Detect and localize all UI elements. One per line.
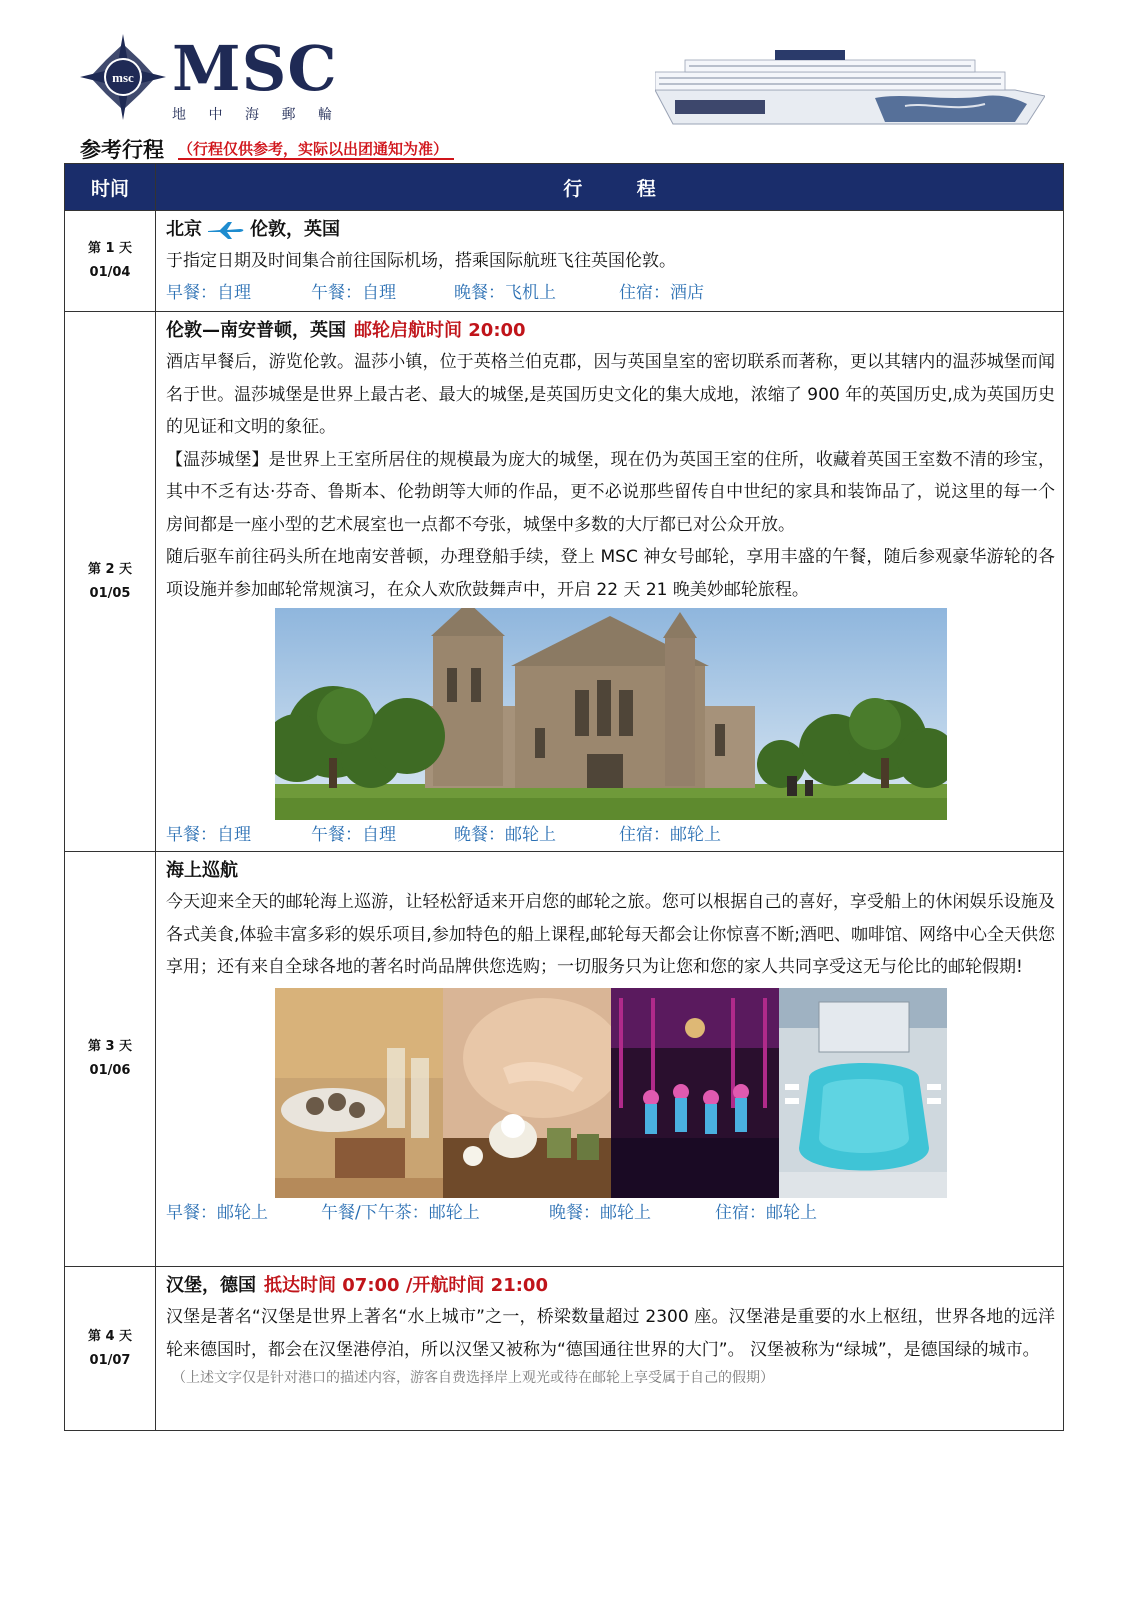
meal-lodging: 住宿：邮轮上 (715, 1202, 817, 1223)
meal-lunch: 午餐：自理 (311, 282, 396, 303)
col-time-header: 时间 (65, 164, 156, 210)
title-text: 伦敦—南安普顿，英国 (166, 320, 346, 341)
port-note: （上述文字仅是针对港口的描述内容，游客自费选择岸上观光或待在邮轮上享受属于自己的假期） (172, 1370, 774, 1386)
photo-container (166, 608, 1055, 820)
day-cell (65, 852, 156, 1266)
meal-dinner: 晚餐：飞机上 (454, 282, 556, 303)
brand-subtitle: 地 中 海 郵 輪 (172, 107, 332, 123)
title-text: 汉堡，德国 (166, 1275, 256, 1296)
title-to: 伦敦，英国 (250, 219, 340, 240)
day-label: 第 4 天 (87, 1328, 133, 1344)
dining-photo (275, 988, 443, 1198)
pool-deck-photo (779, 988, 947, 1198)
meal-lodging: 住宿：邮轮上 (619, 825, 721, 845)
col-route-header: 行 程 (563, 177, 680, 200)
meal-dinner: 晚餐：邮轮上 (454, 825, 556, 845)
meals-row (166, 1198, 1055, 1228)
day-title (166, 856, 1055, 886)
day-label: 第 2 天 (87, 561, 133, 577)
meal-breakfast: 早餐：自理 (166, 825, 251, 845)
day-paragraph: 【温莎城堡】是世界上王室所居住的规模最为庞大的城堡，现在仍为英国王室的住所，收藏着英国王室数不清的珍宝，其中不乏有达·芬奇、鲁斯本、伦勃朗等大师的作品，更不必说那些留传自中世纪的家具和装饰品了，说这里的每一个房间都是一座小型的艺术展室也一点都不夸张，城堡中多数的大厅都已对公众开放。 (166, 449, 1055, 535)
section-title: 参考行程 (80, 138, 164, 162)
day-label: 第 3 天 (87, 1039, 133, 1054)
photo-strip (166, 988, 1055, 1198)
day-cell (65, 211, 156, 311)
brand-name: MSC (172, 32, 338, 105)
emblem-text: msc (112, 70, 134, 85)
table-row-day-3 (65, 851, 1063, 1266)
compass-star-icon (80, 34, 166, 120)
spa-photo (443, 988, 611, 1198)
day-cell (65, 1267, 156, 1430)
table-row-day-2 (65, 311, 1063, 851)
table-row-day-1 (65, 210, 1063, 311)
day-title (166, 316, 1055, 346)
route-cell (156, 211, 1063, 311)
airplane-icon (206, 220, 246, 240)
day-date: 01/04 (89, 265, 131, 280)
table-header (65, 164, 1063, 210)
meal-lunch-tea: 午餐/下午茶：邮轮上 (321, 1202, 480, 1223)
day-paragraph: 随后驱车前往码头所在地南安普顿，办理登船手续，登上 MSC 神女号邮轮，享用丰盛的午餐，随后参观豪华游轮的各项设施并参加邮轮常规演习，在众人欢欣鼓舞声中，开启 22 天 21 晚美妙邮轮旅程。 (166, 547, 1055, 600)
route-cell (156, 852, 1063, 1266)
section-note: （行程仅供参考，实际以出团通知为准） (178, 140, 454, 160)
meals-row (166, 820, 1055, 850)
cathedral-photo (275, 608, 947, 820)
table-row-day-4 (65, 1266, 1063, 1430)
day-title (166, 215, 1055, 245)
day-paragraph: 酒店早餐后，游览伦敦。温莎小镇，位于英格兰伯克郡，因与英国皇室的密切联系而著称，更以其辖内的温莎城堡而闻名于世。温莎城堡是世界上最古老、最大的城堡,是英国历史文化的集大成地，浓缩了 900 年的英国历史,成为英国历史的见证和文明的象征。 (166, 352, 1055, 437)
day-date: 01/06 (89, 1063, 131, 1078)
title-from: 北京 (166, 219, 202, 240)
route-cell (156, 312, 1063, 851)
show-photo (611, 988, 779, 1198)
day-title (166, 1271, 1055, 1301)
meal-breakfast: 早餐：自理 (166, 282, 251, 303)
day-date: 01/07 (89, 1352, 131, 1368)
day-cell (65, 312, 156, 851)
cruise-ship-image (655, 46, 1045, 126)
sailing-time: 邮轮启航时间 20:00 (354, 320, 526, 341)
msc-logo (80, 34, 340, 126)
title-text: 海上巡航 (166, 860, 238, 881)
meal-dinner: 晚餐：邮轮上 (549, 1202, 651, 1223)
route-cell (156, 1267, 1063, 1430)
itinerary-table (64, 163, 1064, 1431)
meal-lodging: 住宿：酒店 (619, 282, 704, 303)
day-date: 01/05 (89, 585, 131, 601)
day-paragraph: 汉堡是著名“汉堡是世界上著名“水上城市”之一，桥梁数量超过 2300 座。汉堡港是重要的水上枢纽，世界各地的远洋轮来德国时，都会在汉堡港停泊，所以汉堡又被称为“德国通往世界的大门”。 汉堡被称为“绿城”，是德国绿的城市。 (166, 1307, 1055, 1360)
day-paragraph: 于指定日期及时间集合前往国际机场，搭乘国际航班飞往英国伦敦。 (166, 251, 676, 271)
meals-row (166, 278, 1055, 308)
meal-breakfast: 早餐：邮轮上 (166, 1202, 268, 1223)
meal-lunch: 午餐：自理 (311, 825, 396, 845)
port-times: 抵达时间 07:00 /开航时间 21:00 (264, 1275, 548, 1296)
day-label: 第 1 天 (87, 241, 133, 256)
day-paragraph: 今天迎来全天的邮轮海上巡游，让轻松舒适来开启您的邮轮之旅。您可以根据自己的喜好，享受船上的休闲娱乐设施及各式美食,体验丰富多彩的娱乐项目,参加特色的船上课程,邮轮每天都会让你惊喜不断;酒吧、咖啡馆、网络中心全天供您享用；还有来自全球各地的著名时尚品牌供您选购；一切服务只为让您和您的家人共同享受这无与伦比的邮轮假期! (166, 892, 1055, 977)
